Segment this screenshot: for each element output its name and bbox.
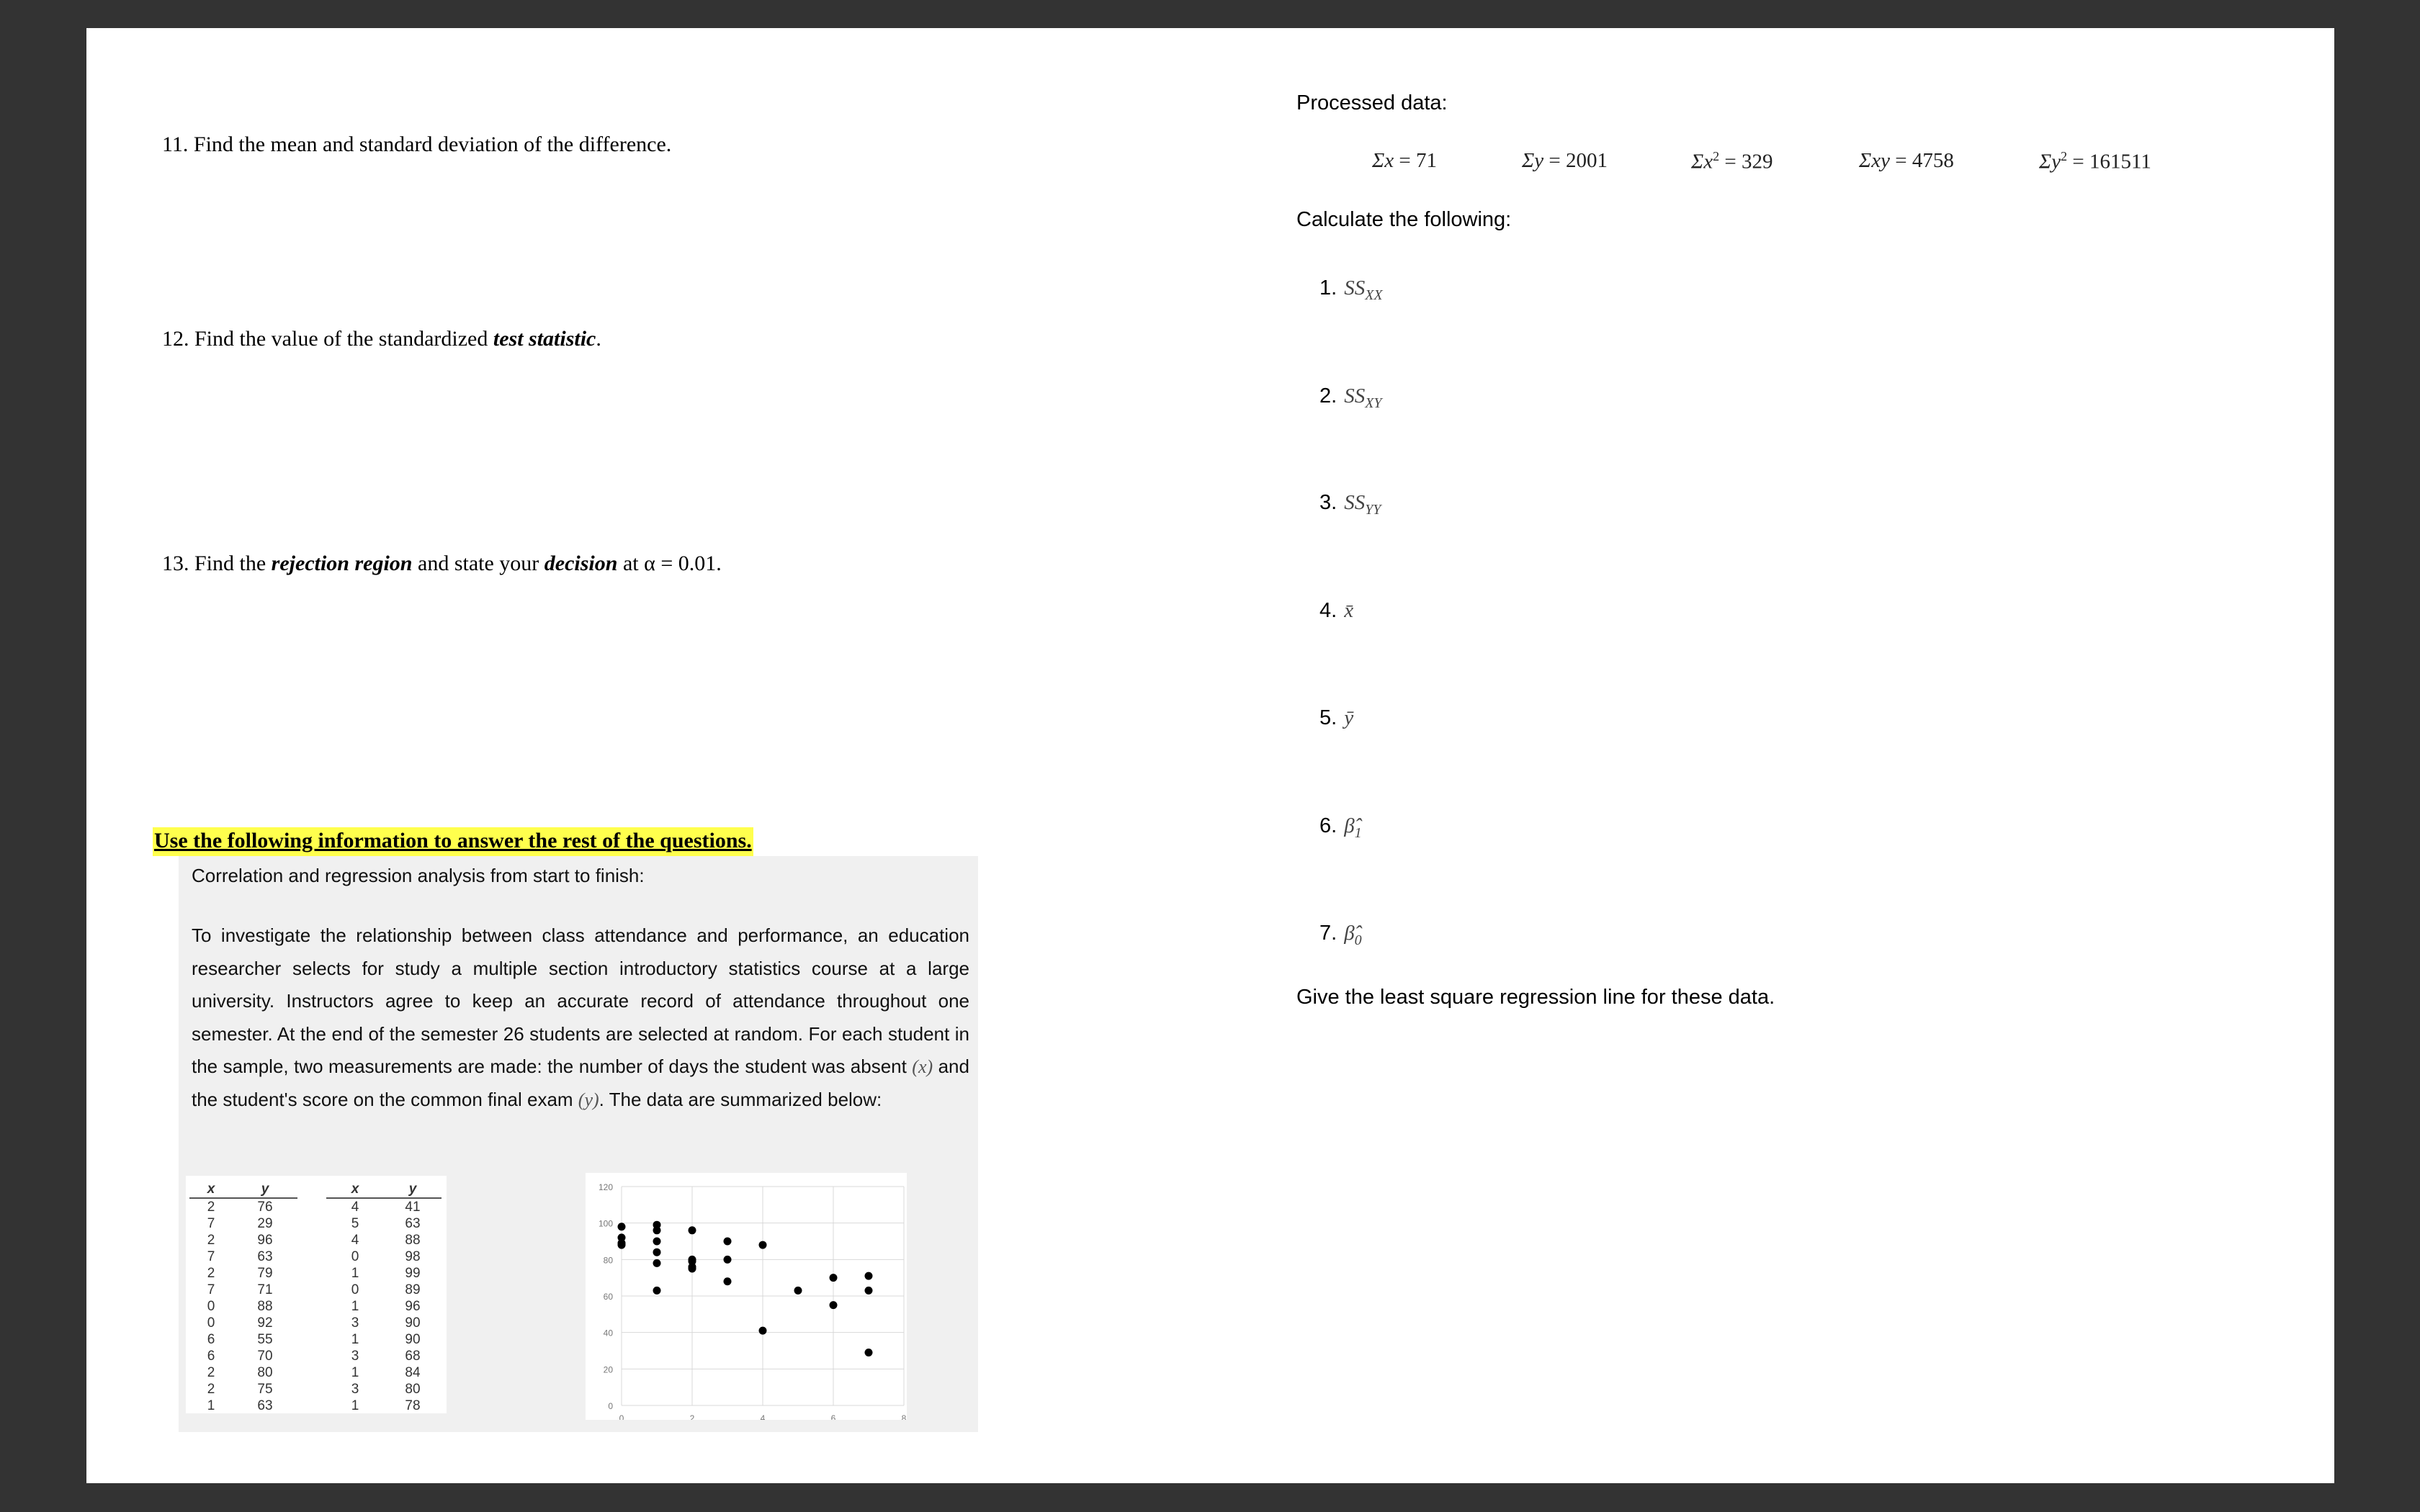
- cell-y1: 76: [257, 1200, 273, 1215]
- question-12: 12. Find the value of the standardized test statistic.: [162, 327, 601, 351]
- table-row: [189, 1398, 442, 1414]
- question-11: 11. Find the mean and standard deviation of the difference.: [162, 132, 672, 156]
- calc-item-4: [1319, 599, 1353, 626]
- problem-context-box: [179, 856, 978, 1432]
- data-point: [830, 1274, 838, 1282]
- cell-y1: 63: [257, 1398, 273, 1413]
- item-symbol: β̂: [1344, 814, 1355, 837]
- table-row: [189, 1364, 442, 1381]
- table-gap: [297, 1182, 326, 1198]
- data-point: [689, 1265, 696, 1273]
- table-row: [189, 1381, 442, 1398]
- data-point: [724, 1238, 732, 1246]
- cell-y1: 80: [257, 1365, 273, 1380]
- item-symbol: SS: [1344, 491, 1366, 514]
- cell-x2: 3: [351, 1349, 359, 1364]
- table-row: [189, 1198, 442, 1215]
- item-number: 4.: [1319, 599, 1337, 622]
- x-tick-label: 0: [619, 1413, 624, 1420]
- table-row: [189, 1298, 442, 1315]
- x-tick-label: 2: [689, 1413, 695, 1420]
- cell-y1: 79: [257, 1266, 273, 1281]
- calc-item-5: [1319, 706, 1353, 734]
- instructions-banner: Use the following information to answer the rest of the questions.: [153, 827, 753, 856]
- cell-x1: 7: [207, 1282, 215, 1297]
- cell-y2: 68: [405, 1349, 421, 1364]
- data-point: [724, 1256, 732, 1264]
- data-point: [724, 1277, 732, 1285]
- table-gap: [297, 1348, 326, 1364]
- scatter-plot: [586, 1173, 907, 1420]
- data-point: [689, 1226, 696, 1234]
- calculate-label: Calculate the following:: [1296, 208, 1512, 231]
- table-header-row: [189, 1182, 442, 1198]
- table-gap: [297, 1232, 326, 1248]
- table-gap: [297, 1331, 326, 1348]
- cell-x1: 2: [207, 1382, 215, 1397]
- data-point: [865, 1287, 873, 1295]
- item-subscript: 0: [1354, 932, 1362, 948]
- table-row: [189, 1282, 442, 1298]
- data-point: [653, 1238, 661, 1246]
- col-header-y2: y: [384, 1182, 442, 1198]
- item-subscript: 1: [1354, 824, 1362, 841]
- cell-y2: 88: [405, 1233, 421, 1248]
- table-row: [189, 1331, 442, 1348]
- cell-y2: 99: [405, 1266, 421, 1281]
- table-row: [189, 1348, 442, 1364]
- cell-x2: 4: [351, 1200, 359, 1215]
- item-number: 7.: [1319, 922, 1337, 945]
- sum-xy: Σxy = 4758: [1859, 149, 1954, 172]
- cell-x2: 0: [351, 1282, 359, 1297]
- item-symbol: SS: [1344, 384, 1366, 408]
- emphasis-decision: decision: [544, 552, 618, 575]
- y-tick-label: 60: [603, 1292, 613, 1302]
- table-row: [189, 1215, 442, 1232]
- cell-y2: 84: [405, 1365, 421, 1380]
- cell-x1: 2: [207, 1365, 215, 1380]
- cell-y2: 96: [405, 1299, 421, 1314]
- calc-item-2: [1319, 384, 1382, 412]
- data-point: [618, 1223, 626, 1230]
- problem-description: To investigate the relationship between class attendance and performance, an education researcher selects for study a multiple section introductory statistics course at a large university. Instructors agree to keep an accurate record of attendance throughout one semester. At the end of the semester 26 students are selected at random. For each student in the sample, two measurements are made: the number of days the student was absent (x) and the student's score on the common final exam (y). The data are summarized below:: [192, 924, 969, 1110]
- cell-x2: 1: [351, 1299, 359, 1314]
- x-tick-label: 6: [830, 1413, 836, 1420]
- data-point: [865, 1349, 873, 1356]
- cell-x1: 2: [207, 1200, 215, 1215]
- table-gap: [297, 1282, 326, 1298]
- data-point: [830, 1301, 838, 1309]
- cell-x1: 6: [207, 1332, 215, 1347]
- sums-row: [1372, 149, 2280, 178]
- table-gap: [297, 1315, 326, 1331]
- cell-y1: 63: [257, 1249, 273, 1264]
- table-gap: [297, 1298, 326, 1315]
- cell-x1: 0: [207, 1315, 215, 1331]
- var-x: (x): [912, 1056, 933, 1077]
- table-row: [189, 1265, 442, 1282]
- question-13: 13. Find the rejection region and state your decision at α = 0.01.: [162, 552, 722, 575]
- cell-x2: 1: [351, 1266, 359, 1281]
- col-header-x2: x: [326, 1182, 384, 1198]
- item-number: 5.: [1319, 706, 1337, 729]
- col-header-y1: y: [233, 1182, 297, 1198]
- cell-y2: 63: [405, 1216, 421, 1231]
- data-point: [759, 1327, 767, 1335]
- processed-data-label: Processed data:: [1296, 91, 1448, 114]
- y-tick-label: 80: [603, 1255, 613, 1266]
- cell-x1: 7: [207, 1216, 215, 1231]
- cell-y1: 55: [257, 1332, 273, 1347]
- cell-y2: 78: [405, 1398, 421, 1413]
- item-subscript: XX: [1365, 287, 1383, 303]
- data-point: [653, 1248, 661, 1256]
- col-header-x1: x: [189, 1182, 233, 1198]
- cell-y1: 70: [257, 1349, 273, 1364]
- data-point: [865, 1272, 873, 1280]
- cell-x2: 0: [351, 1249, 359, 1264]
- table-row: [189, 1315, 442, 1331]
- table-gap: [297, 1265, 326, 1282]
- cell-x1: 0: [207, 1299, 215, 1314]
- cell-x2: 5: [351, 1216, 359, 1231]
- data-point: [618, 1239, 626, 1247]
- item-symbol: SS: [1344, 276, 1366, 300]
- calc-item-6: [1319, 814, 1362, 842]
- sum-x-squared: $\Sigma x^2 = 329$: [1691, 149, 1773, 174]
- table-row: [189, 1248, 442, 1265]
- emphasis-test-statistic: test statistic: [493, 327, 596, 351]
- cell-y1: 88: [257, 1299, 273, 1314]
- cell-x2: 4: [351, 1233, 359, 1248]
- item-number: 1.: [1319, 276, 1337, 300]
- var-y: (y): [578, 1089, 599, 1110]
- y-tick-label: 40: [603, 1328, 613, 1338]
- item-symbol: ȳ: [1344, 706, 1354, 729]
- data-point: [653, 1226, 661, 1234]
- cell-x1: 1: [207, 1398, 215, 1413]
- table-gap: [297, 1198, 326, 1215]
- table-gap: [297, 1381, 326, 1398]
- x-tick-label: 4: [760, 1413, 766, 1420]
- item-number: 6.: [1319, 814, 1337, 837]
- cell-x1: 7: [207, 1249, 215, 1264]
- table-gap: [297, 1215, 326, 1232]
- sum-y: Σy = 2001: [1522, 149, 1608, 172]
- cell-y2: 41: [405, 1200, 421, 1215]
- data-point: [689, 1256, 696, 1264]
- table-gap: [297, 1248, 326, 1265]
- cell-x2: 1: [351, 1398, 359, 1413]
- y-tick-label: 0: [608, 1401, 613, 1411]
- y-tick-label: 100: [598, 1218, 613, 1229]
- table-gap: [297, 1364, 326, 1381]
- cell-x2: 1: [351, 1332, 359, 1347]
- item-symbol: β̂: [1344, 922, 1355, 945]
- data-table: [189, 1182, 442, 1414]
- table-gap: [297, 1398, 326, 1414]
- scatter-chart-card: [586, 1173, 907, 1420]
- emphasis-rejection-region: rejection region: [271, 552, 413, 575]
- table-row: [189, 1232, 442, 1248]
- cell-x1: 2: [207, 1233, 215, 1248]
- cell-x2: 3: [351, 1382, 359, 1397]
- sum-x: Σx = 71: [1372, 149, 1437, 172]
- calc-item-3: [1319, 491, 1381, 518]
- cell-x2: 3: [351, 1315, 359, 1331]
- item-subscript: XY: [1365, 395, 1382, 411]
- cell-x1: 2: [207, 1266, 215, 1281]
- calc-item-7: [1319, 922, 1362, 949]
- data-point: [794, 1287, 802, 1295]
- regression-prompt: Give the least square regression line for these data.: [1296, 986, 1775, 1009]
- x-tick-label: 8: [901, 1413, 907, 1420]
- item-symbol: x̄: [1344, 599, 1354, 622]
- cell-y1: 96: [257, 1233, 273, 1248]
- item-subscript: YY: [1365, 501, 1381, 518]
- item-number: 3.: [1319, 491, 1337, 514]
- data-table-card: [186, 1176, 447, 1413]
- cell-x1: 6: [207, 1349, 215, 1364]
- y-tick-label: 120: [598, 1182, 613, 1192]
- table-body: [189, 1198, 442, 1414]
- y-tick-label: 20: [603, 1364, 613, 1375]
- cell-y2: 89: [405, 1282, 421, 1297]
- data-point: [653, 1287, 661, 1295]
- cell-y2: 90: [405, 1315, 421, 1331]
- data-point: [759, 1241, 767, 1249]
- document-page: [86, 28, 2334, 1483]
- cell-y2: 98: [405, 1249, 421, 1264]
- data-point: [653, 1259, 661, 1267]
- cell-y1: 29: [257, 1216, 273, 1231]
- item-number: 2.: [1319, 384, 1337, 408]
- calc-item-1: [1319, 276, 1383, 304]
- cell-y2: 90: [405, 1332, 421, 1347]
- cell-y1: 92: [257, 1315, 273, 1331]
- cell-x2: 1: [351, 1365, 359, 1380]
- cell-y1: 71: [257, 1282, 273, 1297]
- cell-y2: 80: [405, 1382, 421, 1397]
- cell-y1: 75: [257, 1382, 273, 1397]
- sum-y-squared: $\Sigma y^2 = 161511$: [2039, 149, 2151, 174]
- box-title: Correlation and regression analysis from start to finish:: [192, 865, 645, 886]
